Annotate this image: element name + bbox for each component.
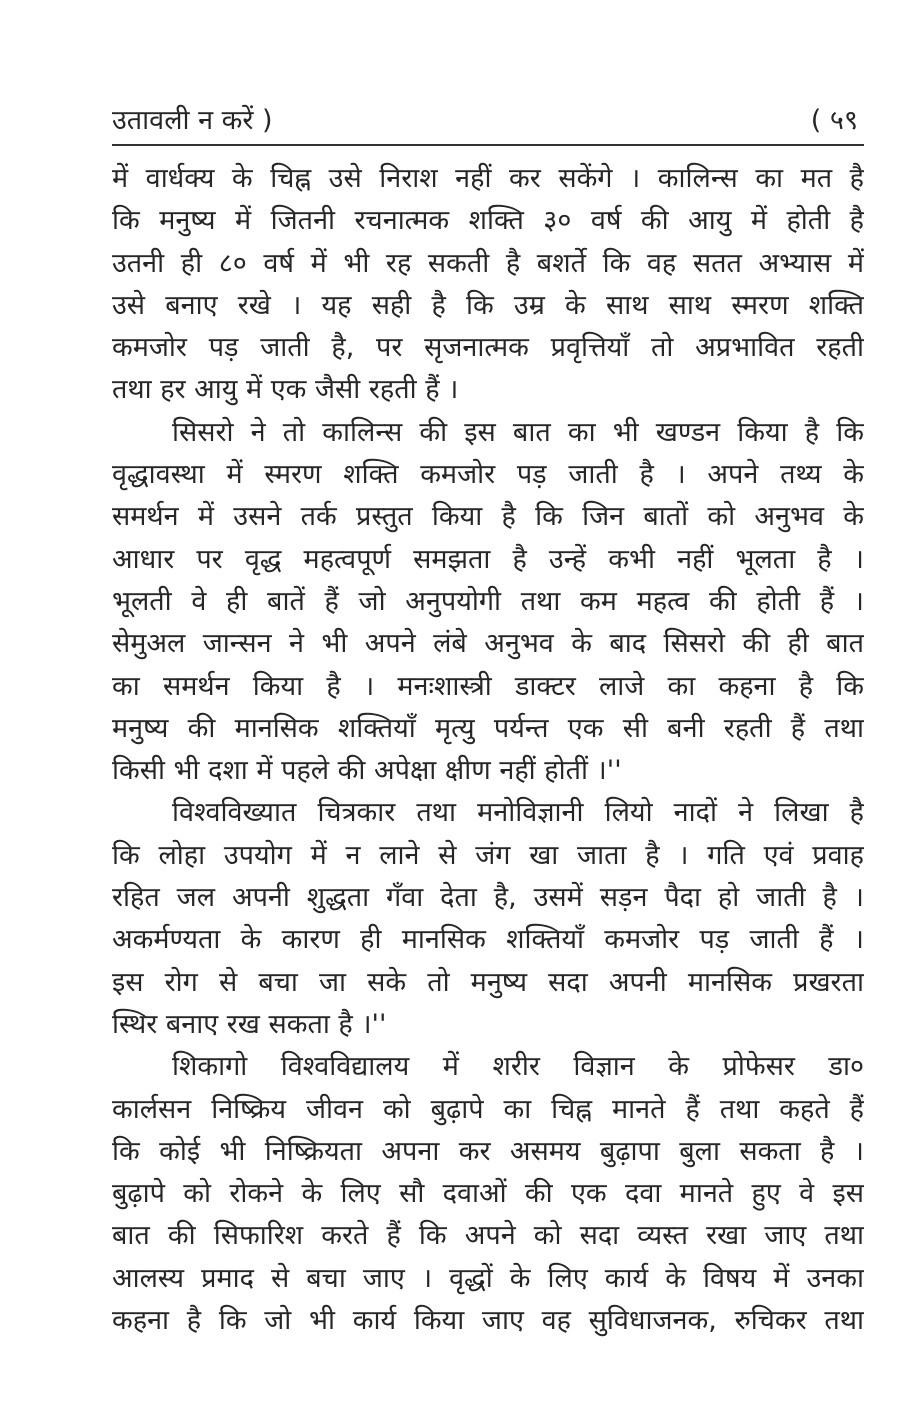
text-line: आधार पर वृद्ध महत्वपूर्ण समझता है उन्हें कभी नहीं भूलता है । [112,543,864,575]
text-line: वृद्धावस्था में स्मरण शक्ति कमजोर पड़ जाती है । अपने तथ्य के [112,459,864,491]
text-line: कार्लसन निष्क्रिय जीवन को बुढ़ापे का चिह्न मानते हैं तथा कहते हैं [112,1093,864,1125]
text-line: विश्वविख्यात चित्रकार तथा मनोविज्ञानी लियो नादों ने लिखा है [172,797,864,829]
text-line: रहित जल अपनी शुद्धता गँवा देता है, उसमें सड़न पैदा हो जाती है । [112,882,864,914]
text-line: कमजोर पड़ जाती है, पर सृजनात्मक प्रवृत्तियाँ तो अप्रभावित रहती [112,332,864,364]
text-line: तथा हर आयु में एक जैसी रहती हैं । [112,374,459,406]
text-line: उतनी ही ८० वर्ष में भी रह सकती है बशर्ते कि वह सतत अभ्यास में [112,247,864,279]
text-line: बुढ़ापे को रोकने के लिए सौ दवाओं की एक दवा मानते हुए वे इस [112,1178,864,1210]
text-line: भूलती वे ही बातें हैं जो अनुपयोगी तथा कम महत्व की होती हैं । [112,585,864,617]
text-line: सेमुअल जान्सन ने भी अपने लंबे अनुभव के बाद सिसरो की ही बात [112,628,864,660]
text-line: किसी भी दशा में पहले की अपेक्षा क्षीण नहीं होतीं ।'' [112,755,622,787]
page-header [112,100,864,146]
page-number: ( ५९ [810,105,858,136]
text-line: सिसरो ने तो कालिन्स की इस बात का भी खण्डन किया है कि [172,416,864,448]
text-line: कहना है कि जो भी कार्य किया जाए वह सुविधाजनक, रुचिकर तथा [112,1305,864,1337]
body-text [112,158,864,1342]
text-line: में वार्धक्य के चिह्न उसे निराश नहीं कर सकेंगे । कालिन्स का मत है [112,163,864,194]
text-line: कि मनुष्य में जितनी रचनात्मक शक्ति ३० वर्ष की आयु में होती है [112,205,864,237]
text-line: शिकागो विश्वविद्यालय में शरीर विज्ञान के प्रोफेसर डा० [172,1051,864,1083]
text-line: आलस्य प्रमाद से बचा जाए । वृद्धों के लिए कार्य के विषय में उनका [112,1262,864,1294]
text-line: उसे बनाए रखे । यह सही है कि उम्र के साथ साथ स्मरण शक्ति [112,289,864,321]
text-line: बात की सिफारिश करते हैं कि अपने को सदा व्यस्त रखा जाए तथा [112,1220,864,1252]
text-line: का समर्थन किया है । मनःशास्त्री डाक्टर लाजे का कहना है कि [112,670,864,702]
text-line: अकर्मण्यता के कारण ही मानसिक शक्तियाँ कमजोर पड़ जाती हैं । [112,924,864,956]
text-line: मनुष्य की मानसिक शक्तियाँ मृत्यु पर्यन्त एक सी बनी रहती हैं तथा [112,712,864,744]
text-line: कि कोई भी निष्क्रियता अपना कर असमय बुढ़ापा बुला सकता है । [112,1135,864,1167]
running-title: उतावली न करें ) [112,105,273,136]
text-line: इस रोग से बचा जा सके तो मनुष्य सदा अपनी मानसिक प्रखरता [112,966,864,998]
text-line: समर्थन में उसने तर्क प्रस्तुत किया है कि जिन बातों को अनुभव के [112,501,864,533]
text-line: कि लोहा उपयोग में न लाने से जंग खा जाता है । गति एवं प्रवाह [112,839,864,871]
text-line: स्थिर बनाए रख सकता है ।'' [112,1008,387,1040]
